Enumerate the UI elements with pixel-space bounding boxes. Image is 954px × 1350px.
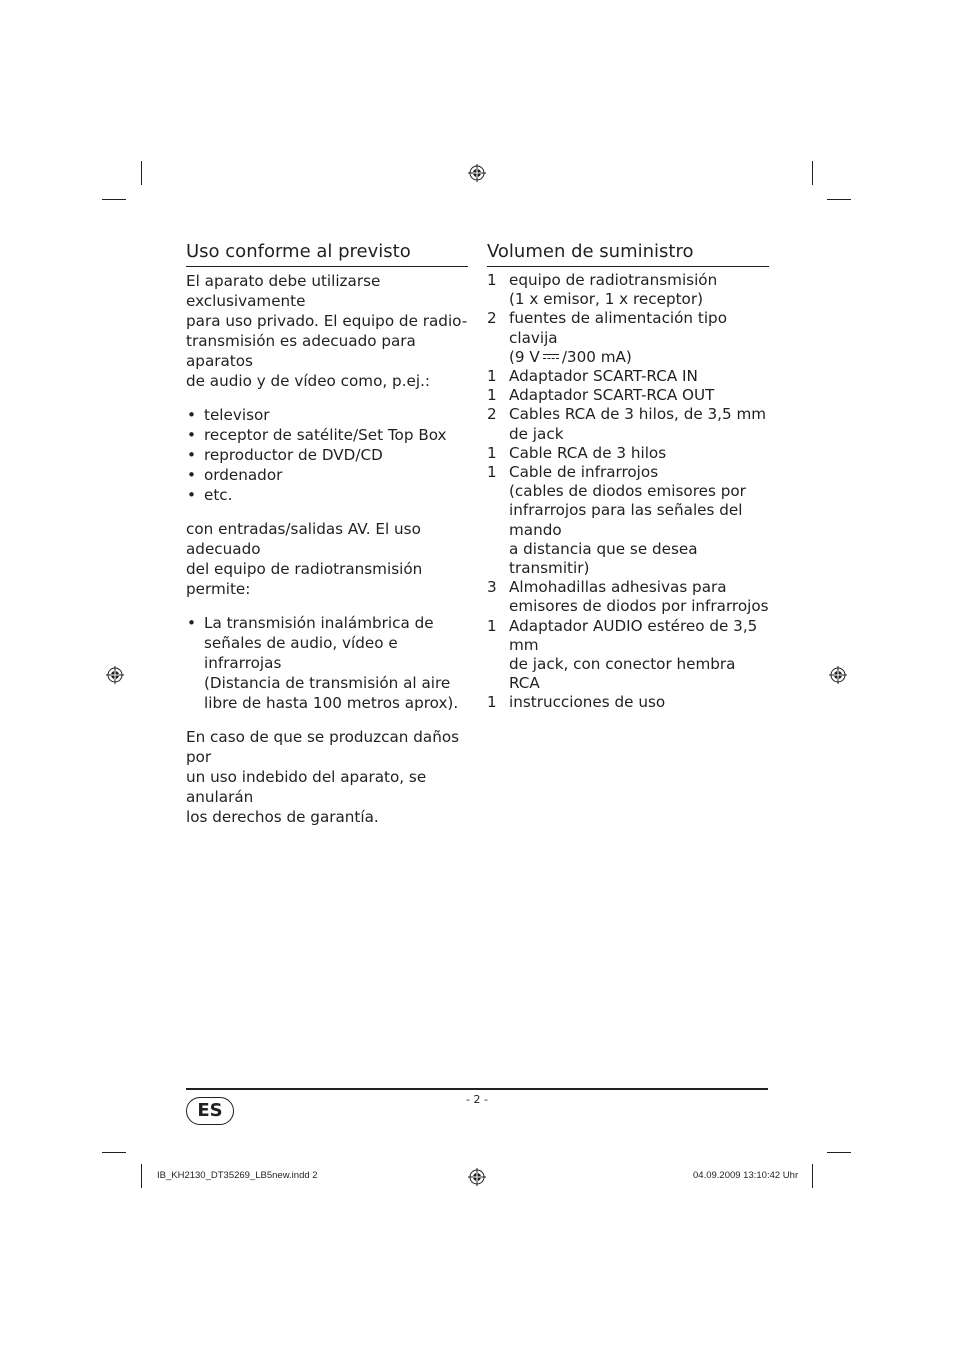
text-line: (Distancia de transmisión al aire <box>204 674 451 692</box>
list-item <box>487 693 769 712</box>
list-item <box>487 405 769 443</box>
list-item <box>487 617 769 694</box>
registration-mark-icon <box>106 666 124 684</box>
list-item <box>487 367 769 386</box>
text-line: los derechos de garantía. <box>186 808 379 826</box>
crop-mark <box>827 199 851 200</box>
item-description: fuentes de alimentación tipo clavija (9 V /300 mA) <box>509 309 727 366</box>
crop-mark <box>812 1164 813 1188</box>
crop-mark <box>102 1152 126 1153</box>
crop-mark <box>141 161 142 185</box>
text-line: del equipo de radiotransmisión permite: <box>186 560 423 598</box>
item-description: Adaptador SCART-RCA OUT <box>509 386 715 405</box>
text-line: En caso de que se produzcan daños por <box>186 728 460 766</box>
item-description: Adaptador AUDIO estéreo de 3,5 mm de jack, con conector hembra RCA <box>509 616 758 693</box>
section-heading: Uso conforme al previsto <box>186 240 468 267</box>
intended-use-section <box>186 240 468 827</box>
item-quantity: 1 <box>487 616 497 635</box>
text-line: La transmisión inalámbrica de <box>204 614 434 632</box>
text-line: El aparato debe utilizarse exclusivamente <box>186 272 381 310</box>
warranty-paragraph <box>186 727 468 827</box>
registration-mark-icon <box>468 1168 486 1186</box>
feature-list <box>186 613 468 713</box>
text-line: señales de audio, vídeo e infrarrojas <box>204 634 398 672</box>
list-item <box>487 444 769 463</box>
page-number: - 2 - <box>466 1093 488 1106</box>
item-quantity: 1 <box>487 367 497 386</box>
list-item: • televisor <box>187 406 270 424</box>
item-quantity: 1 <box>487 271 497 289</box>
bullet-icon: • <box>187 446 196 464</box>
item-description: instrucciones de uso <box>509 693 666 712</box>
bullet-icon: • <box>187 486 196 504</box>
crop-mark <box>812 161 813 185</box>
item-description: Almohadillas adhesivas para emisores de diodos por infrarrojos <box>509 578 769 616</box>
item-quantity: 1 <box>487 443 497 462</box>
text-line: libre de hasta 100 metros aprox). <box>204 694 459 712</box>
list-item: • receptor de satélite/Set Top Box <box>187 426 447 444</box>
item-quantity: 1 <box>487 386 497 405</box>
text-line: de audio y de vídeo como, p.ej.: <box>186 372 431 390</box>
crop-mark <box>102 199 126 200</box>
item-description: Cable RCA de 3 hilos <box>509 443 667 462</box>
text-line: con entradas/salidas AV. El uso adecuado <box>186 520 421 558</box>
bullet-icon: • <box>187 426 196 444</box>
registration-mark-icon <box>829 666 847 684</box>
list-item: • ordenador <box>187 466 283 484</box>
direct-current-icon <box>543 353 559 361</box>
av-paragraph <box>186 519 468 599</box>
crop-mark <box>141 1164 142 1188</box>
item-description: Cables RCA de 3 hilos, de 3,5 mm de jack <box>509 405 767 443</box>
list-item <box>487 309 769 367</box>
language-badge: ES <box>186 1097 234 1125</box>
text-line: para uso privado. El equipo de radio- <box>186 312 468 330</box>
scope-of-delivery-section <box>487 240 769 713</box>
bullet-icon: • <box>187 466 196 484</box>
crop-mark <box>827 1152 851 1153</box>
print-slug-filename: IB_KH2130_DT35269_LB5new.indd 2 <box>157 1170 318 1181</box>
list-item <box>186 613 468 713</box>
list-item <box>487 578 769 616</box>
bullet-icon: • <box>187 614 196 632</box>
item-description: Adaptador SCART-RCA IN <box>509 367 698 386</box>
list-item <box>487 463 769 578</box>
section-heading: Volumen de suministro <box>487 240 769 267</box>
bullet-icon: • <box>187 406 196 424</box>
list-item <box>487 271 769 309</box>
list-item <box>487 386 769 405</box>
item-description: Cable de infrarrojos (cables de diodos emisores por infrarrojos para las señales del mando a distancia que se desea transmitir) <box>509 463 746 578</box>
item-description: equipo de radiotransmisión (1 x emisor, 1 x receptor) <box>509 271 718 309</box>
list-item: • reproductor de DVD/CD <box>187 446 383 464</box>
text-line: un uso indebido del aparato, se anularán <box>186 768 427 806</box>
device-list <box>186 405 468 505</box>
registration-mark-icon <box>468 164 486 182</box>
intro-paragraph <box>186 271 468 391</box>
text-line: transmisión es adecuado para aparatos <box>186 332 416 370</box>
print-slug-datetime: 04.09.2009 13:10:42 Uhr <box>693 1170 799 1181</box>
item-quantity: 1 <box>487 463 497 482</box>
delivery-list <box>487 271 769 713</box>
item-quantity: 1 <box>487 693 497 712</box>
item-quantity: 2 <box>487 309 497 328</box>
item-quantity: 2 <box>487 405 497 424</box>
list-item: • etc. <box>187 486 233 504</box>
item-quantity: 3 <box>487 578 497 597</box>
footer-divider <box>186 1088 768 1090</box>
